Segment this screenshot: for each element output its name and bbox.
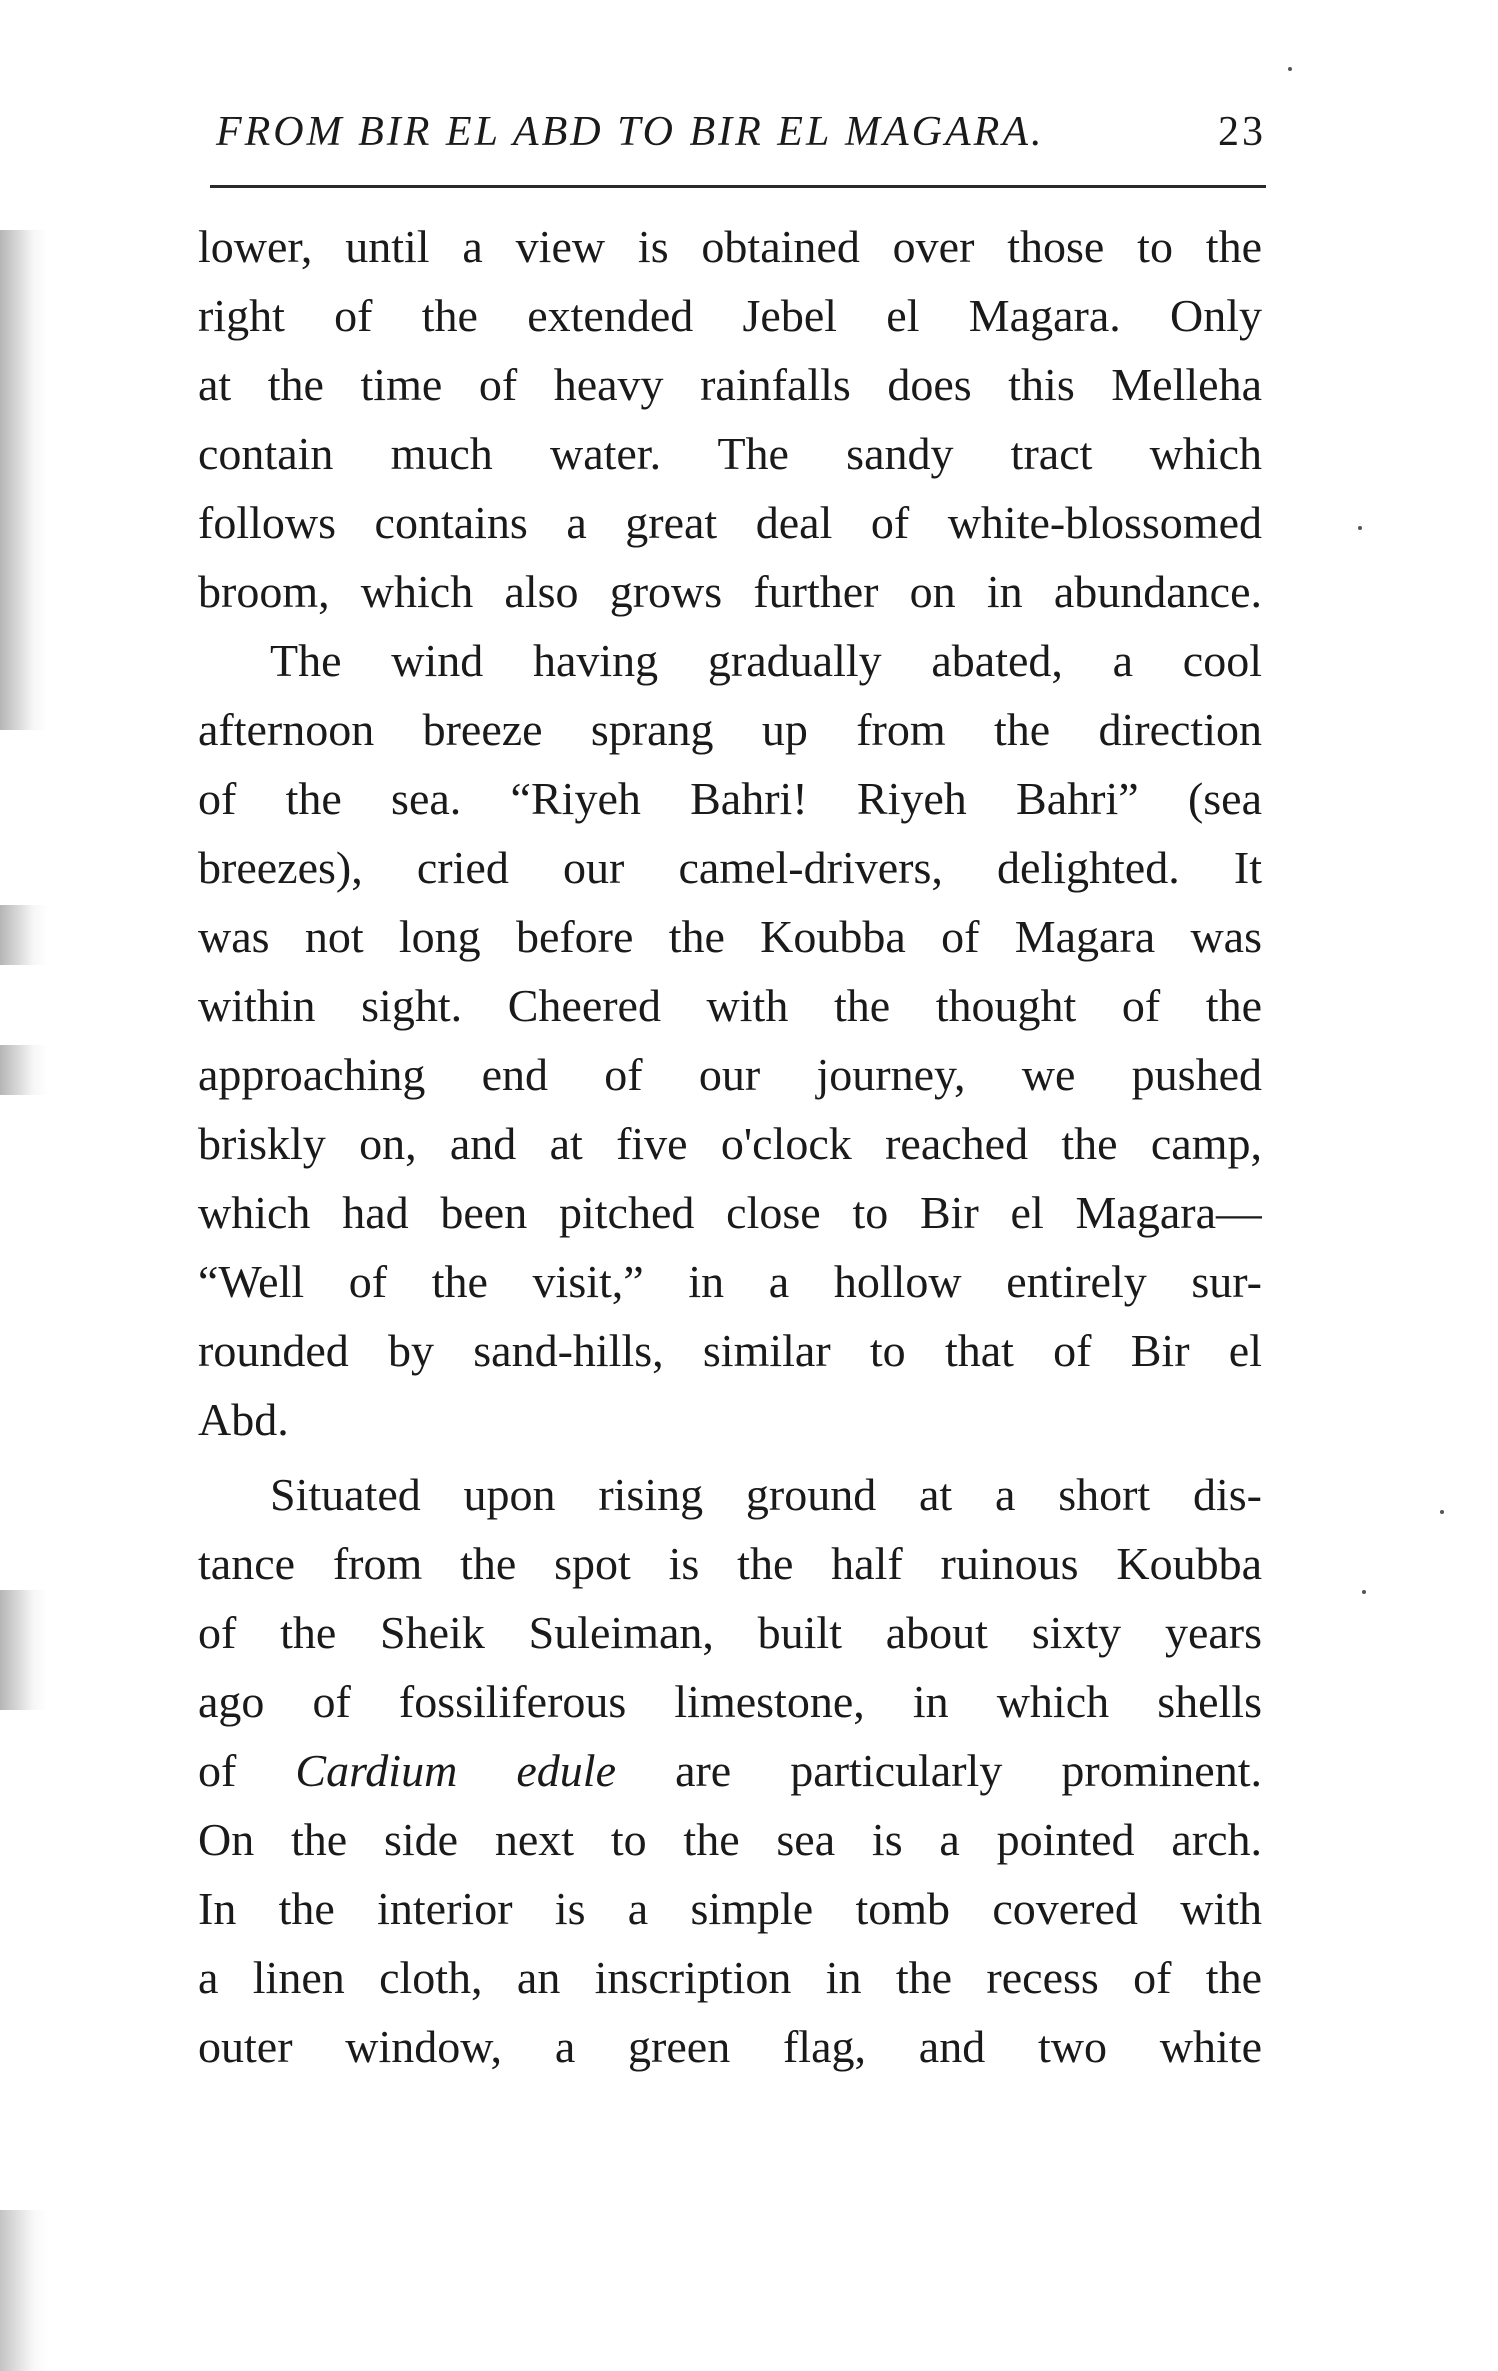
text-line (198, 1736, 1262, 1805)
running-head (206, 108, 1266, 164)
text-line: In the interior is a simple tomb covered with (198, 1883, 1262, 1934)
gutter-shadow (0, 905, 48, 965)
text-line: lower, until a view is obtained over those to the (198, 221, 1262, 272)
text-line-tail: are particularly prominent. (615, 1745, 1262, 1796)
text-line: ago of fossiliferous limestone, in which shells (198, 1676, 1262, 1727)
text-line: Abd. (198, 1394, 289, 1445)
gutter-shadow (0, 2210, 48, 2371)
text-line: broom, which also grows further on in abundance. (198, 566, 1262, 617)
text-line: of the sea. “Riyeh Bahri! Riyeh Bahri” (sea (198, 773, 1262, 824)
text-line: afternoon breeze sprang up from the direction (198, 704, 1262, 755)
text-line: within sight. Cheered with the thought of the (198, 980, 1262, 1031)
paragraph-first-line: Situated upon rising ground at a short dis- (270, 1469, 1262, 1520)
text-line: outer window, a green flag, and two white (198, 2021, 1262, 2072)
text-line: contain much water. The sandy tract which (198, 428, 1262, 479)
header-rule (210, 185, 1266, 188)
text-line: briskly on, and at five o'clock reached the camp, (198, 1118, 1262, 1169)
text-line: “Well of the visit,” in a hollow entirely sur- (198, 1256, 1262, 1307)
text-line: On the side next to the sea is a pointed arch. (198, 1814, 1262, 1865)
gutter-shadow (0, 1045, 48, 1095)
text-line: a linen cloth, an inscription in the recess of the (198, 1952, 1262, 2003)
text-line: was not long before the Koubba of Magara was (198, 911, 1262, 962)
body-text (198, 212, 1262, 2081)
text-line: breezes), cried our camel-drivers, delighted. It (198, 842, 1262, 893)
text-line: which had been pitched close to Bir el Magara— (198, 1187, 1262, 1238)
paragraph-first-line: The wind having gradually abated, a cool (270, 635, 1262, 686)
paper-speck (1358, 526, 1362, 530)
text-line: at the time of heavy rainfalls does this Melleha (198, 359, 1262, 410)
text-line: rounded by sand-hills, similar to that of Bir el (198, 1325, 1262, 1376)
paper-speck (1288, 67, 1292, 71)
text-line: of the Sheik Suleiman, built about sixty years (198, 1607, 1262, 1658)
species-name: Cardium edule (295, 1745, 616, 1796)
text-line: follows contains a great deal of white-blossomed (198, 497, 1262, 548)
gutter-shadow (0, 1590, 48, 1710)
text-line: approaching end of our journey, we pushed (198, 1049, 1262, 1100)
text-line-lead: of (198, 1745, 296, 1796)
paper-speck (1440, 1510, 1444, 1514)
gutter-shadow (0, 230, 48, 730)
text-line: right of the extended Jebel el Magara. Only (198, 290, 1262, 341)
paper-speck (1362, 1590, 1366, 1594)
page-number: 23 (1218, 109, 1266, 155)
text-line: tance from the spot is the half ruinous Koubba (198, 1538, 1262, 1589)
running-head-title: FROM BIR EL ABD TO BIR EL MAGARA. (216, 109, 1045, 155)
